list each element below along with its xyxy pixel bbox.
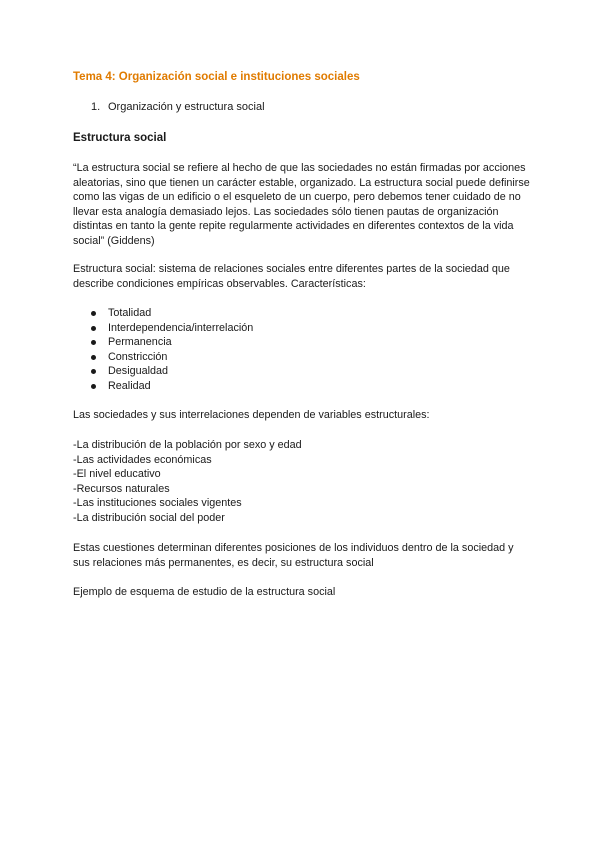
list-item: -La distribución social del poder [73,511,225,524]
numbered-list [91,101,265,113]
section-heading: Estructura social [73,132,167,144]
example-paragraph: Ejemplo de esquema de estudio de la estructura social [73,586,336,598]
list-item: Totalidad [91,306,253,321]
list-item: -Las actividades económicas [73,453,212,466]
list-item: Realidad [91,379,253,394]
list-item: -Recursos naturales [73,482,170,495]
variables-intro: Las sociedades y sus interrelaciones dependen de variables estructurales: [73,409,430,421]
list-item: Constricción [91,350,253,365]
list-item: Desigualdad [91,364,253,379]
list-item-text: Organización y estructura social [108,101,265,113]
list-item: -La distribución de la población por sexo y edad [73,439,302,451]
definition-paragraph: Estructura social: sistema de relaciones sociales entre diferentes partes de la sociedad que describe condiciones empíricas observables. Características: [73,263,510,290]
numbered-list-item [91,101,265,113]
list-item: Permanencia [91,335,253,350]
list-item: Interdependencia/interrelación [91,321,253,336]
list-item: -El nivel educativo [73,468,161,481]
variables-list [73,438,302,526]
document-title: Tema 4: Organización social e instituciones sociales [73,71,360,83]
list-item: -Las instituciones sociales vigentes [73,497,242,510]
list-number: 1. [91,101,101,113]
conclusion-paragraph: Estas cuestiones determinan diferentes posiciones de los individuos dentro de la sociedad y sus relaciones más permanentes, es decir, su estructura social [73,542,514,569]
characteristics-list [91,306,253,394]
giddens-quote: “La estructura social se refiere al hecho de que las sociedades no están firmadas por acciones aleatorias, sino que tienen un carácter estable, organizado. La estructura social puede definirse como las vigas de un edificio o el esqueleto de un cuerpo, pero debemos tener cuidado de no llevar esta analogía demasiado lejos. Las sociedades sólo tienen pautas de organización distintas en tanto la gente repite regularmente actividades en diferentes contextos de la vida social” (Giddens) [73,162,530,247]
